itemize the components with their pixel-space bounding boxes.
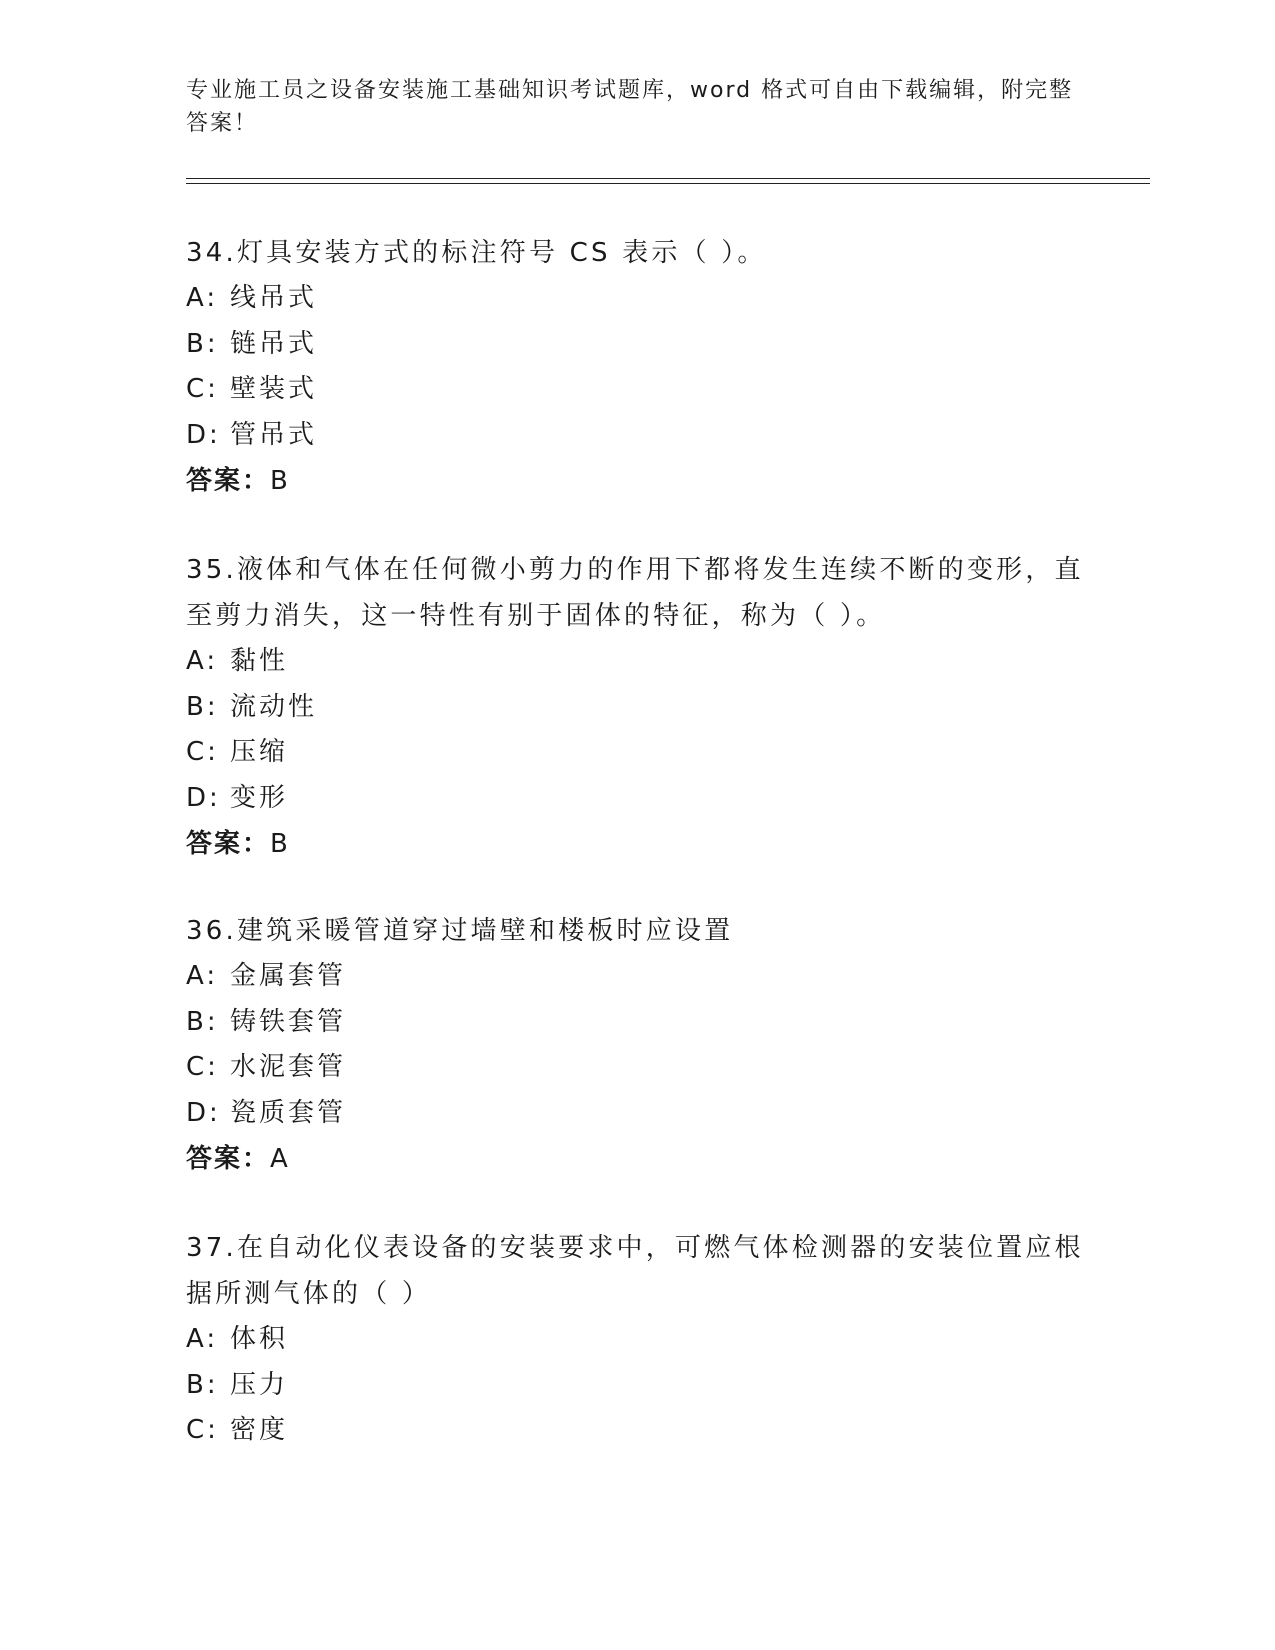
option-letter: D:	[186, 1097, 221, 1128]
option-text: 体积	[230, 1324, 289, 1354]
option-letter: B:	[186, 1006, 219, 1037]
answer-value: B	[270, 466, 290, 496]
option-text: 链吊式	[230, 328, 318, 359]
option-letter: C:	[186, 737, 219, 767]
option-text: 铸铁套管	[230, 1006, 347, 1037]
option-text: 管吊式	[230, 419, 318, 450]
option-letter: A:	[186, 646, 219, 676]
option-text: 水泥套管	[230, 1052, 347, 1082]
answer-label: 答案：	[186, 1144, 271, 1174]
option-a	[186, 276, 1086, 322]
answer-label: 答案：	[186, 466, 271, 496]
answer-line	[186, 458, 1086, 504]
option-c	[186, 730, 1086, 776]
option-a	[186, 1317, 1086, 1363]
option-d	[186, 413, 1086, 459]
option-text: 变形	[230, 782, 289, 813]
option-text: 金属套管	[230, 961, 347, 991]
option-b	[186, 685, 1086, 731]
option-letter: B:	[186, 328, 219, 359]
option-b	[186, 1000, 1086, 1046]
question-text	[186, 230, 1086, 276]
option-letter: D:	[186, 419, 221, 450]
header-text: 专业施工员之设备安装施工基础知识考试题库，word 格式可自由下载编辑，附完整答案！	[186, 78, 1074, 136]
question-34	[186, 230, 1086, 504]
option-b	[186, 322, 1086, 368]
question-stem: 液体和气体在任何微小剪力的作用下都将发生连续不断的变形，直至剪力消失，这一特性有别于固体的特征，称为（ ）。	[186, 555, 1084, 631]
answer-line	[186, 821, 1086, 867]
question-36	[186, 908, 1086, 1182]
option-a	[186, 639, 1086, 685]
option-text: 黏性	[230, 646, 289, 676]
option-letter: D:	[186, 782, 221, 813]
option-text: 压力	[230, 1369, 289, 1400]
option-letter: C:	[186, 374, 219, 404]
option-letter: B:	[186, 1369, 219, 1400]
option-text: 流动性	[230, 691, 318, 722]
question-35	[186, 547, 1086, 867]
option-text: 壁装式	[230, 374, 318, 404]
option-letter: C:	[186, 1415, 219, 1445]
option-letter: A:	[186, 961, 219, 991]
option-letter: A:	[186, 283, 219, 313]
question-stem: 灯具安装方式的标注符号 CS 表示（ ）。	[236, 238, 767, 268]
header-divider-top	[186, 178, 1150, 179]
option-letter: C:	[186, 1052, 219, 1082]
answer-label: 答案：	[186, 829, 271, 859]
question-number: 35.	[186, 555, 237, 585]
option-d	[186, 776, 1086, 822]
question-stem: 在自动化仪表设备的安装要求中，可燃气体检测器的安装位置应根据所测气体的（ ）	[186, 1233, 1084, 1309]
question-text	[186, 908, 1086, 954]
option-text: 密度	[230, 1415, 289, 1445]
option-b	[186, 1363, 1086, 1409]
option-d	[186, 1091, 1086, 1137]
option-c	[186, 367, 1086, 413]
option-text: 线吊式	[230, 283, 318, 313]
question-number: 34.	[186, 238, 237, 268]
question-number: 37.	[186, 1233, 237, 1263]
option-a	[186, 954, 1086, 1000]
question-text	[186, 1225, 1086, 1317]
option-text: 压缩	[230, 737, 289, 767]
question-text	[186, 547, 1086, 639]
option-text: 瓷质套管	[230, 1097, 347, 1128]
option-c	[186, 1045, 1086, 1091]
answer-value: A	[270, 1144, 290, 1174]
question-number: 36.	[186, 916, 237, 946]
option-letter: A:	[186, 1324, 219, 1354]
question-stem: 建筑采暖管道穿过墙壁和楼板时应设置	[236, 916, 734, 946]
option-c	[186, 1408, 1086, 1454]
answer-value: B	[270, 829, 290, 859]
document-header	[186, 74, 1086, 140]
header-divider-bottom	[186, 183, 1150, 184]
option-letter: B:	[186, 691, 219, 722]
answer-line	[186, 1136, 1086, 1182]
question-37	[186, 1225, 1086, 1454]
